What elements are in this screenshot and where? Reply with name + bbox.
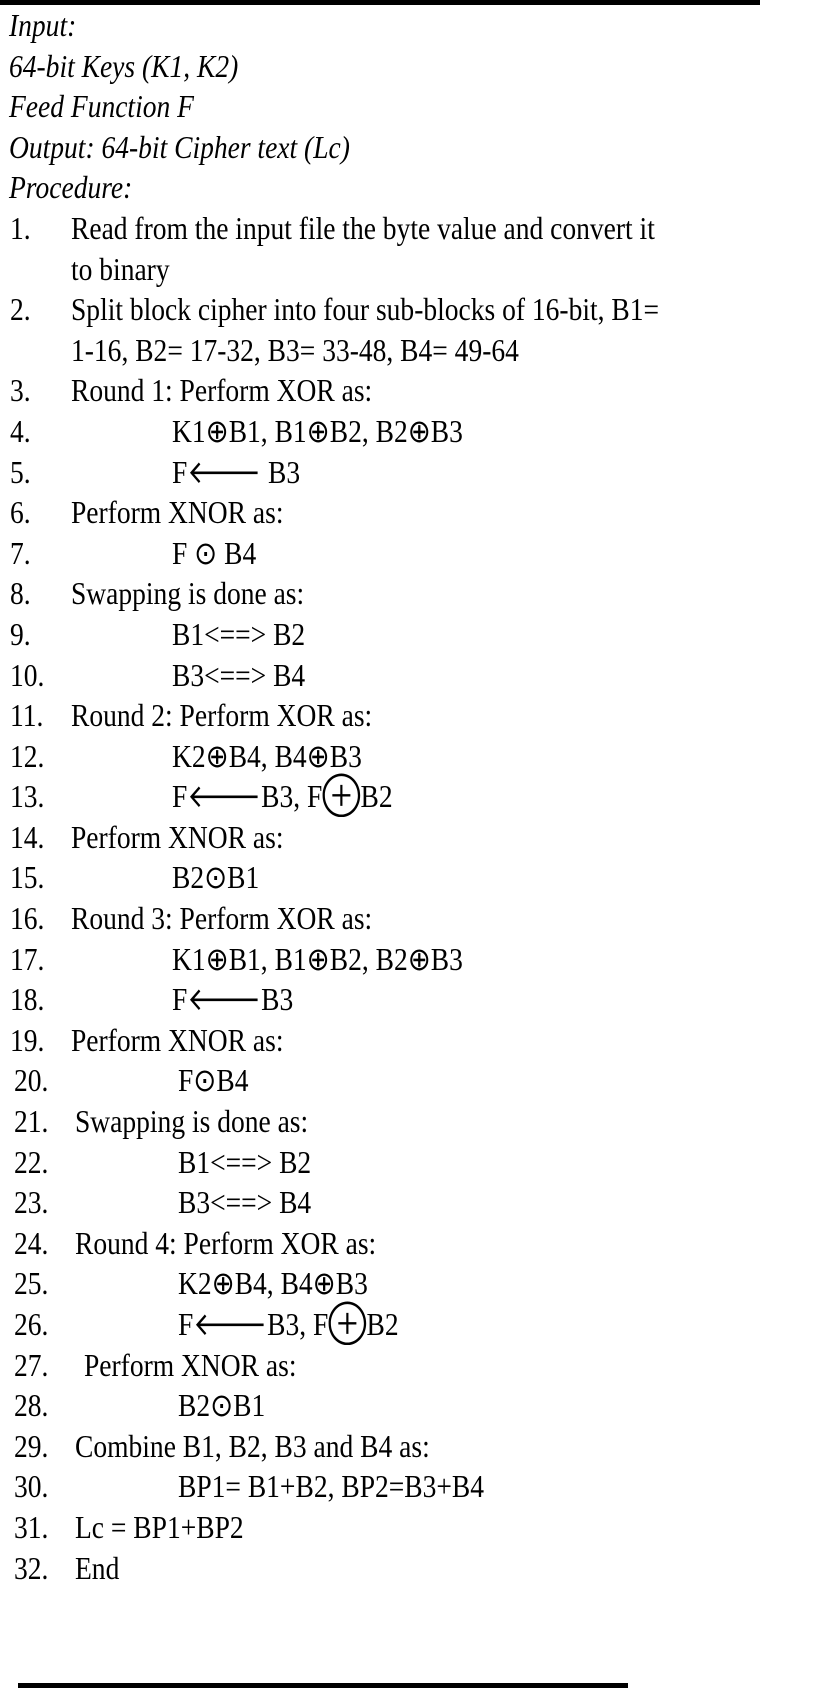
- step-26: [0, 1304, 826, 1345]
- step-text: B3<==> B4: [172, 656, 306, 693]
- step-1: [0, 208, 826, 249]
- step-20: [0, 1060, 826, 1101]
- step-1-continuation: [0, 249, 826, 290]
- step-text: Round 4: Perform XOR as:: [75, 1224, 377, 1261]
- input-label: [0, 5, 826, 46]
- step-10: [0, 655, 826, 696]
- step-text: Lc = BP1+BP2: [75, 1508, 244, 1545]
- step-text: Round 3: Perform XOR as:: [71, 900, 373, 937]
- step-text: Perform XNOR as:: [71, 494, 284, 531]
- step-18: [0, 979, 826, 1020]
- step-number: 13.: [10, 778, 45, 815]
- step-3: [0, 370, 826, 411]
- step-22: [0, 1142, 826, 1183]
- step-32: [0, 1548, 826, 1589]
- step-text: K1⊕B1, B1⊕B2, B2⊕B3: [172, 940, 463, 977]
- step-text-continuation: 1-16, B2= 17-32, B3= 33-48, B4= 49-64: [71, 331, 519, 368]
- step-text: F🡐B3: [172, 981, 294, 1018]
- step-number: 17.: [10, 940, 45, 977]
- step-number: 11.: [10, 697, 44, 734]
- step-number: 20.: [14, 1062, 49, 1099]
- step-number: 1.: [10, 209, 31, 246]
- step-19: [0, 1020, 826, 1061]
- step-7: [0, 533, 826, 574]
- step-number: 32.: [14, 1549, 49, 1586]
- step-number: 29.: [14, 1427, 49, 1464]
- step-29: [0, 1426, 826, 1467]
- step-text: Perform XNOR as:: [84, 1346, 297, 1383]
- step-text: F⊙B4: [178, 1062, 249, 1099]
- step-8: [0, 573, 826, 614]
- feed-line: [0, 86, 826, 127]
- step-23: [0, 1182, 826, 1223]
- step-24: [0, 1223, 826, 1264]
- step-9: [0, 614, 826, 655]
- step-number: 22.: [14, 1143, 49, 1180]
- step-6: [0, 492, 826, 533]
- step-number: 24.: [14, 1224, 49, 1261]
- procedure-text: Procedure:: [9, 169, 133, 206]
- step-text: F🡐B3, F⊕B2: [172, 778, 393, 815]
- step-number: 31.: [14, 1508, 49, 1545]
- step-number: 19.: [10, 1021, 45, 1058]
- step-number: 25.: [14, 1265, 49, 1302]
- step-text: K2⊕B4, B4⊕B3: [172, 737, 362, 774]
- step-text: Swapping is done as:: [75, 1103, 309, 1140]
- output-text: Output: 64-bit Cipher text (Lc): [9, 128, 350, 165]
- step-2: [0, 289, 826, 330]
- output-line: [0, 127, 826, 168]
- step-number: 23.: [14, 1184, 49, 1221]
- step-text: B1<==> B2: [172, 615, 306, 652]
- step-15: [0, 857, 826, 898]
- step-number: 2.: [10, 291, 31, 328]
- input-label-text: Input:: [9, 7, 77, 43]
- step-text: B1<==> B2: [178, 1143, 312, 1180]
- step-11: [0, 695, 826, 736]
- step-text: F ⊙ B4: [172, 534, 257, 571]
- algorithm-document: [0, 5, 826, 1588]
- step-text: F🡐B3, F⊕B2: [178, 1306, 399, 1342]
- step-text: BP1= B1+B2, BP2=B3+B4: [178, 1468, 485, 1505]
- step-text: Swapping is done as:: [71, 575, 305, 612]
- step-number: 5.: [10, 453, 31, 490]
- step-text: Round 2: Perform XOR as:: [71, 697, 373, 734]
- step-14: [0, 817, 826, 858]
- procedure-steps: [0, 208, 826, 1588]
- step-number: 16.: [10, 900, 45, 937]
- step-text: Round 1: Perform XOR as:: [71, 372, 373, 409]
- step-number: 21.: [14, 1103, 49, 1140]
- step-4: [0, 411, 826, 452]
- step-21: [0, 1101, 826, 1142]
- step-text-continuation: to binary: [71, 250, 170, 287]
- step-text: K2⊕B4, B4⊕B3: [178, 1265, 368, 1302]
- step-number: 6.: [10, 494, 31, 531]
- step-16: [0, 898, 826, 939]
- step-5: [0, 452, 826, 493]
- step-text: Read from the input file the byte value and convert it: [71, 209, 655, 246]
- step-number: 18.: [10, 981, 45, 1018]
- step-number: 8.: [10, 575, 31, 612]
- step-31: [0, 1507, 826, 1548]
- step-30: [0, 1466, 826, 1507]
- step-13: [0, 776, 826, 817]
- step-number: 4.: [10, 412, 31, 449]
- step-text: K1⊕B1, B1⊕B2, B2⊕B3: [172, 412, 463, 449]
- keys-text: 64-bit Keys (K1, K2): [9, 47, 239, 84]
- step-number: 26.: [14, 1306, 49, 1342]
- step-text: Combine B1, B2, B3 and B4 as:: [75, 1427, 430, 1464]
- step-number: 3.: [10, 372, 31, 409]
- step-number: 7.: [10, 534, 31, 571]
- step-number: 27.: [14, 1346, 49, 1383]
- step-28: [0, 1385, 826, 1426]
- step-number: 12.: [10, 737, 45, 774]
- step-17: [0, 939, 826, 980]
- step-12: [0, 736, 826, 777]
- step-number: 10.: [10, 656, 45, 693]
- keys-line: [0, 46, 826, 87]
- step-text: Perform XNOR as:: [71, 818, 284, 855]
- step-number: 15.: [10, 859, 45, 896]
- step-text: Split block cipher into four sub-blocks of 16-bit, B1=: [71, 291, 660, 328]
- step-number: 9.: [10, 615, 31, 652]
- bottom-rule: [18, 1683, 628, 1688]
- step-number: 14.: [10, 818, 45, 855]
- feed-text: Feed Function F: [9, 88, 194, 125]
- step-text: End: [75, 1549, 120, 1586]
- step-text: B2⊙B1: [172, 859, 260, 896]
- step-text: F🡐 B3: [172, 453, 301, 490]
- step-2-continuation: [0, 330, 826, 371]
- step-25: [0, 1263, 826, 1304]
- procedure-label: [0, 167, 826, 208]
- step-text: B3<==> B4: [178, 1184, 312, 1221]
- step-27: [0, 1345, 826, 1386]
- step-text: B2⊙B1: [178, 1387, 266, 1424]
- step-text: Perform XNOR as:: [71, 1021, 284, 1058]
- step-number: 28.: [14, 1387, 49, 1424]
- step-number: 30.: [14, 1468, 49, 1505]
